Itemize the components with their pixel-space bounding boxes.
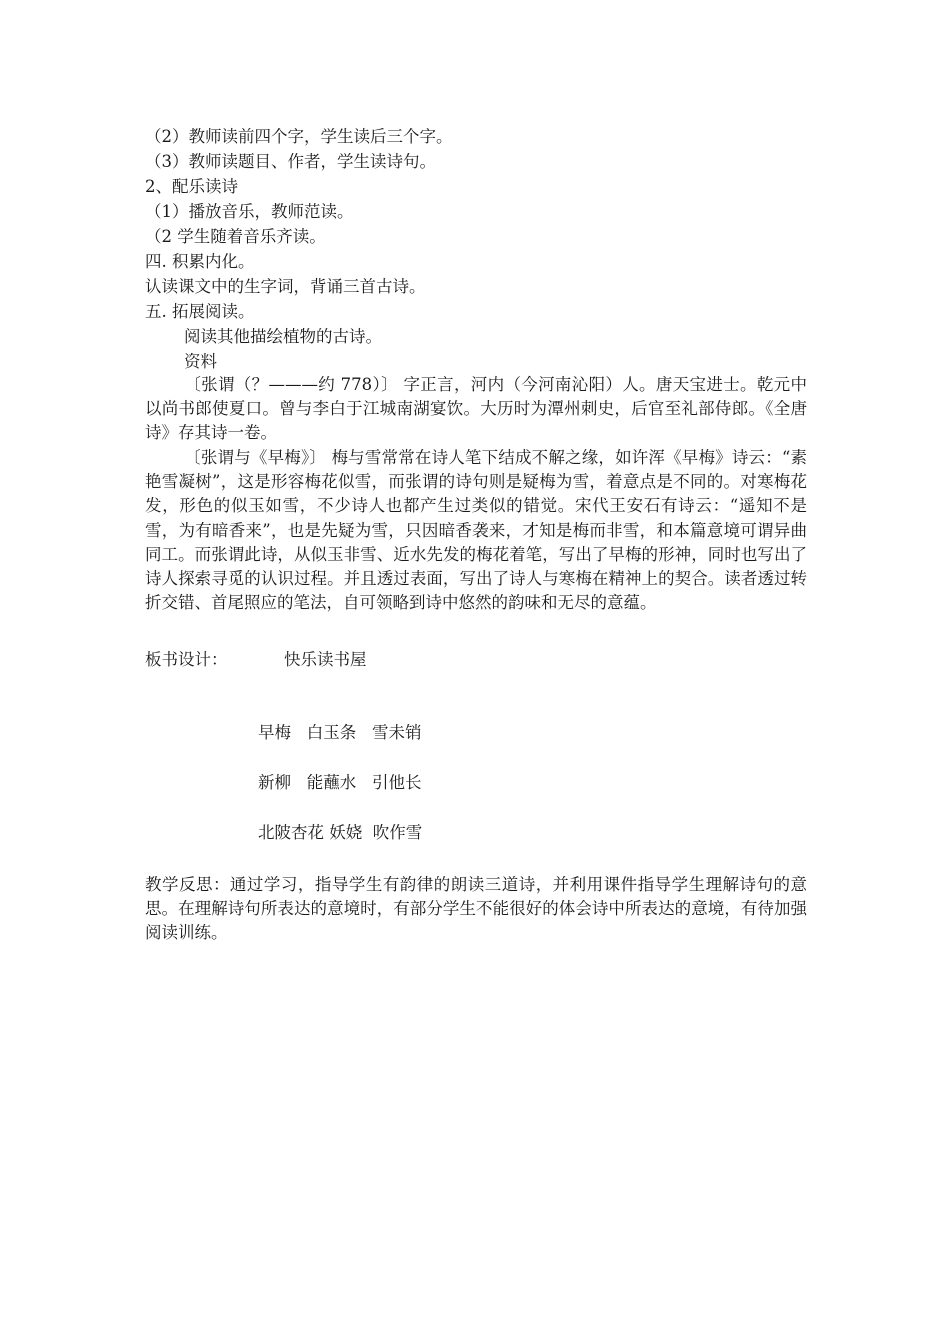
- board-row: 新柳 能蘸水 引他长: [258, 773, 422, 792]
- text-line: （3）教师读题目、作者，学生读诗句。: [145, 152, 436, 171]
- text-line: 认读课文中的生字词，背诵三首古诗。: [145, 277, 426, 296]
- text-line: 资料: [184, 352, 217, 371]
- commentary-paragraph: 〔张谓与《早梅》〕 梅与雪常常在诗人笔下结成不解之缘，如许浑《早梅》诗云：“素艳雪凝树”，这是形容梅花似雪，而张谓的诗句则是疑梅为雪，着意点是不同的。对寒梅花发，形色的似玉如雪，不少诗人也都产生过类似的错觉。宋代王安石有诗云：“遥知不是雪，为有暗香来”，也是先疑为雪，只因暗香袭来，才知是梅而非雪，和本篇意境可谓异曲同工。而张谓此诗，从似玉非雪、近水先发的梅花着笔，写出了早梅的形神，同时也写出了诗人探索寻觅的认识过程。并且透过表面，写出了诗人与寒梅在精神上的契合。读者透过转折交错、首尾照应的笔法，自可领略到诗中悠然的韵味和无尽的意蕴。: [145, 448, 807, 613]
- section-heading: 四. 积累内化。: [145, 252, 255, 271]
- board-title: 快乐读书屋: [284, 650, 367, 669]
- text-line: （1）播放音乐，教师范读。: [145, 202, 354, 221]
- author-paragraph: 〔张谓（？———约 778）〕 字正言，河内（今河南沁阳）人。唐天宝进士。乾元中以尚书郎使夏口。曾与李白于江城南湖宴饮。大历时为潭州刺史，后官至礼部侍郎。《全唐诗》存其诗一卷。: [145, 375, 807, 443]
- text-line: （2 学生随着音乐齐读。: [145, 227, 326, 246]
- text-line: （2）教师读前四个字，学生读后三个字。: [145, 127, 453, 146]
- section-heading: 五. 拓展阅读。: [145, 302, 255, 321]
- board-label: 板书设计：: [145, 650, 228, 669]
- text-line: 2、配乐读诗: [145, 177, 238, 196]
- reflection-paragraph: 教学反思：通过学习，指导学生有韵律的朗读三道诗，并利用课件指导学生理解诗句的意思。在理解诗句所表达的意境时，有部分学生不能很好的体会诗中所表达的意境，有待加强阅读训练。: [145, 875, 807, 943]
- board-row: 北陂杏花 妖娆 吹作雪: [258, 823, 423, 842]
- board-row: 早梅 白玉条 雪未销: [258, 723, 422, 742]
- text-line: 阅读其他描绘植物的古诗。: [184, 327, 382, 346]
